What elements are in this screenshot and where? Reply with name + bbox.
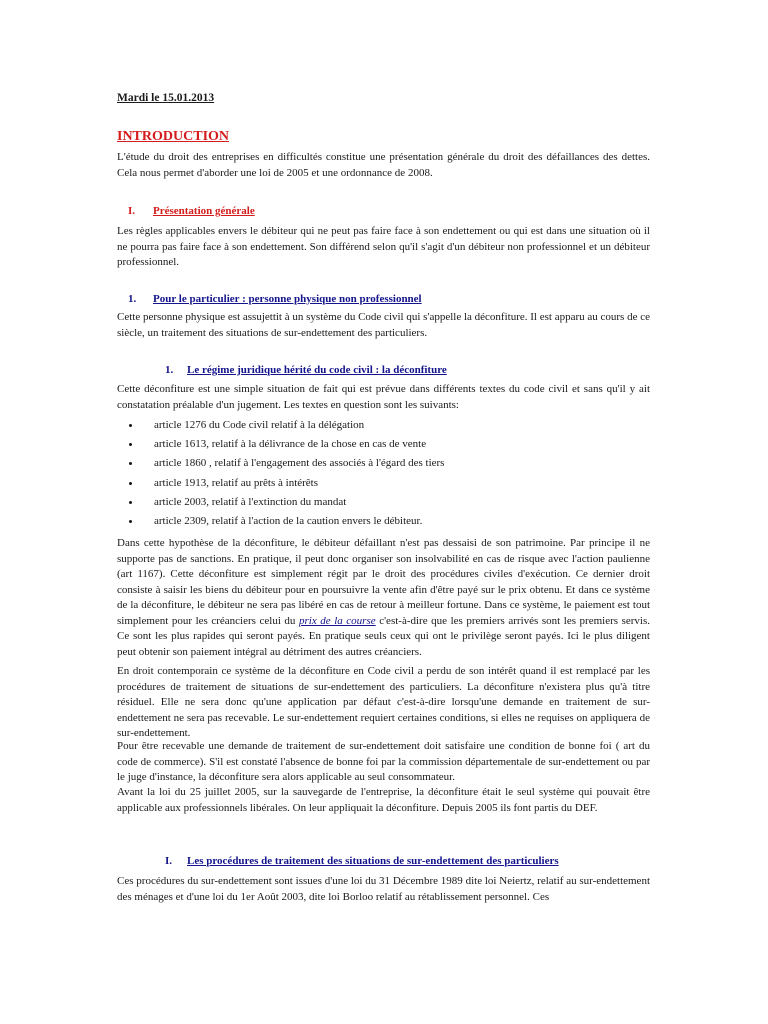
list-item: article 1860 , relatif à l'engagement des associés à l'égard des tiers [127,456,647,475]
subsubsection-1-paragraph: Cette déconfiture est une simple situation de fait qui est prévue dans différents textes du code civil et sans qu'il y ait constatation préalable d'un jugement. Les textes en question sont les suivants: [117,383,650,411]
articles-list [127,418,647,533]
list-item: article 1276 du Code civil relatif à la délégation [127,418,647,437]
list-item: article 1613, relatif à la délivrance de la chose en cas de vente [127,437,647,456]
section-1-title: Présentation générale [153,205,255,217]
subsubsection-2-heading [165,854,559,870]
intro-paragraph: L'étude du droit des entreprises en difficultés constitue une présentation générale du droit des défaillances des dettes. Cela nous permet d'aborder une loi de 2005 et une ordonnance de 2008. [117,151,650,179]
subsubsection-2-number: I. [165,855,173,867]
subsubsection-2-title: Les procédures de traitement des situations de sur-endettement des particuliers [187,855,559,867]
subsubsection-1-title: Le régime juridique hérité du code civil : la déconfiture [187,364,447,376]
introduction-heading: INTRODUCTION [117,129,230,144]
subsubsection-1-heading [165,363,447,379]
paragraph-2005: Avant la loi du 25 juillet 2005, sur la sauvegarde de l'entreprise, la déconfiture était le seul système qui pouvait être applicable aux professionnels libérales. On leur appliquait la déconfiture. Depuis 2005 ils font partis du DEF. [117,786,650,814]
paragraph-recevable: Pour être recevable une demande de traitement de sur-endettement doit satisfaire une condition de bonne foi ( art du code de commerce). S'il est constaté l'absence de bonne foi par la commission départementale de sur-endettement ou par le juge d'instance, la déconfiture sera alors applicable au seul consommateur. [117,740,650,783]
list-item: article 1913, relatif au prêts à intérêts [127,476,647,495]
subsubsection-2-paragraph: Ces procédures du sur-endettement sont issues d'une loi du 31 Décembre 1989 dite loi Neiertz, relatif au sur-endettement des ménages et d'une loi du 1er Août 2003, dite loi Borloo relatif au rétablissement personnel. Ces [117,875,650,903]
paragraph-hypothese [117,536,650,660]
document-date: Mardi le 15.01.2013 [117,92,215,104]
subsection-1-title: Pour le particulier : personne physique non professionnel [153,293,422,305]
subsection-1-heading [128,292,422,308]
paragraph-hypothese-text-end: c'est-à-dire que les premiers arrivés sont les premiers servis. Ce sont les plus rapides qui seront payés. En pratique seuls ceux qui ont le privilège seront payés. Ici le plus diligent peut obtenir son paiement intégral au détriment des autres créanciers. [117,614,650,658]
paragraph-contemporain: En droit contemporain ce système de la déconfiture en Code civil a perdu de son intérêt quand il est remplacé par les procédures de traitement de situations de sur-endettement des particuliers. La déconfiture n'existera plus qu'à titre résiduel. Elle ne sera donc qu'une application par défaut c'est-à-dire lorsqu'une demande en traitement de sur-endettement ne sera pas recevable. Le sur-endettement requiert certaines conditions, si elles ne requises on appliquera de sur-endettement. [117,665,650,739]
prix-de-la-course-link[interactable]: prix de la course [298,614,376,627]
subsection-1-number: 1. [128,293,137,305]
list-item: article 2309, relatif à l'action de la caution envers le débiteur. [127,514,647,533]
section-1-paragraph: Les règles applicables envers le débiteur qui ne peut pas faire face à son endettement ou qui est dans une situation où il ne pourra pas faire face à son endettement. Son différend selon qu'il s'agit d'un débiteur non professionnel et un débiteur professionnel. [117,225,650,268]
paragraph-hypothese-text: Dans cette hypothèse de la déconfiture, le débiteur défaillant n'est pas dessaisi de son patrimoine. Par principe il ne supporte pas de sanctions. En pratique, il peut donc organiser son insolvabilité en cas de risque avec l'action paulienne (art 1167). Cette déconfiture est simplement régit par le droit des procédures civiles d'exécution. Ce dernier droit consiste à saisir les biens du débiteur pour en poursuivre la vente afin d'être payé sur le prix obtenu. Et dans ce système de la déconfiture, le débiteur ne sera pas libéré en cas de retour à meilleur fortune. Dans ce système, le paiement est tout simplement pour les créanciers celui du [117,537,650,627]
list-item: article 2003, relatif à l'extinction du mandat [127,495,647,514]
section-1-heading [128,204,255,220]
section-1-number: I. [128,205,136,217]
subsection-1-paragraph: Cette personne physique est assujettit à un système du Code civil qui s'appelle la déconfiture. Il est apparu au cours de ce siècle, un traitement des situations de sur-endettement des particuliers. [117,311,650,339]
subsubsection-1-number: 1. [165,364,174,376]
